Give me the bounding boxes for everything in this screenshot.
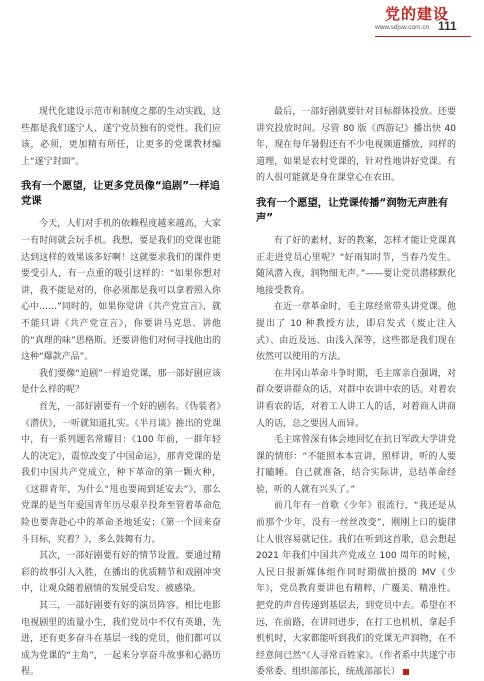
paragraph: 现代化建设示范市和制度之都的生动实践，这些都是我们遂宁人、遂宁党员独有的党性。我们应该，必须，更加精有所任，让更多的党课教材编上“遂宁封面”。 xyxy=(21,107,221,167)
paragraph: 其三，一部好剧要有好的演员阵容。相比电影电视剧里的流量小生，我们党员中不仅有英雄，先进，还有更多奋斗在基层一线的党员，他们都可以成为党课的“主角”，一起来分享奋斗故事和心路历程。 xyxy=(21,601,221,678)
paragraph: 其次，一部好剧要有好的情节设置。要通过精彩的故事引人入胜，在播出的优质精节和戏剧冲突中，让观众随着剧情的发展受启发、被感染。 xyxy=(21,551,221,595)
page-number: 111 xyxy=(438,19,457,33)
section-heading: 我有一个愿望，让党课传播“润物无声胜有声” xyxy=(256,196,449,224)
paragraph: 前几年有一首歌《少年》很流行，“我还是从前那个少年，没有一丝丝改变”，刚刚上口的旋律让人很容易就记住。我们在听到这首歌，总会想起 2021 年我们中国共产党成立 100 周年的时候，人民日报新媒体组作同时期做拍摄的 MV《少年》，党员教育要讲也有精粹，广覆美、精准性。把党的声音传递到基层去，到党员中去。希望在不远，在前路，在讲同进步，在打工也机机，拿起手机机时，大家都能听到我们的党课无声润物，在不经意间已然“《人寻常百姓家》。（作者系中共遂宁市委常委、组织部部长，统战部部长） xyxy=(256,498,456,681)
paragraph: 毛主席曾深有体会地回忆在抗日军政大学讲党课的情形：“不能照本本宣讲，照样讲，听的人要打瞌睡。自己就准备，结合实际讲，总结革命经验，听的人就有兴头了。” xyxy=(256,435,456,495)
paragraph: 有了好的素材，好的教案，怎样才能让党课真正走进党员心里呢？“好雨知时节，当春乃发生。随风潜入夜，润物细无声。”——要让党员潜移默化地接受教育。 xyxy=(256,235,456,296)
site-url: www.sdjsw.com.cn xyxy=(375,24,430,31)
paragraph: 最后，一部好剧就要针对目标群体投放。还要讲究投放时间。尽管 80 版《西游记》播出快 40 年，现在每年暑假还有不少电视频道播放，同样的道理，如果是农村党课的，针对性地讲好党课。有的人很可能就是身在课堂心在农田。 xyxy=(256,107,456,184)
left-column xyxy=(21,104,221,681)
page-header xyxy=(0,0,484,50)
paragraph: 今天，人们对手机的依赖程度越来越高，大家一有时间就会玩手机。我想，要是我们的党课也能达到这样的效果该多好啊！这就要求我们的课件更要受引人，有一点重的吸引这样的：“如果你想对讲，我不能是对的，你必须都是我可以拿着照入你心中……”同时的，如果你觉讲《共产党宣言》，就不能只讲《共产党宣言》，你要讲马克思、讲他的“真理的味”思格斯。还要讲他们对何寻找他出的这种“爆款产品”。 xyxy=(21,219,221,363)
header-rule xyxy=(375,36,471,37)
right-column xyxy=(256,104,456,681)
paragraph: 在井冈山革命斗争时期，毛主席亲自强调，对群众要讲群众的话，对群中农讲中农的话。对着农讲看农的话，对着工人讲工人的话，对着商人讲商人的话，总之要因人而异。 xyxy=(256,368,456,429)
magazine-logo: 党的建设 xyxy=(385,5,450,23)
section-heading: 我有一个愿望，让更多党员像“追剧”一样追党课 xyxy=(21,180,220,208)
paragraph: 我们要像“追剧”一样追党课，那一部好剧应该是什么样的呢？ xyxy=(21,368,221,396)
paragraph: 在近一章革命时，毛主席经常带头讲党课。他提出了 10 种教授方法，即启发式（废止注入式）、由近及远、由浅入深等，这些都是我们现在依然可以使用的方法。 xyxy=(256,302,456,363)
paragraph: 首先，一部好剧要有一个好的剧名。《伪装者》《潜伏》，一听就知道扎实。《半月谈》推出的党课中，有一系列题名常耀目：《100 年前，一群年轻人的决定》，震惊改变了中国命运》，那青党课的是我们中国共产党成立，种下革命的第一颗火种，《这群青年，为什么“甩也要闹到延安去”》，那么党课的是当年爱国青年历尽艰辛投奔至管着革命危险也要奔赴心中的革命圣地延安；《第一个回来奋斗目标，究着？》，多么鼓舞有力。 xyxy=(21,401,221,545)
